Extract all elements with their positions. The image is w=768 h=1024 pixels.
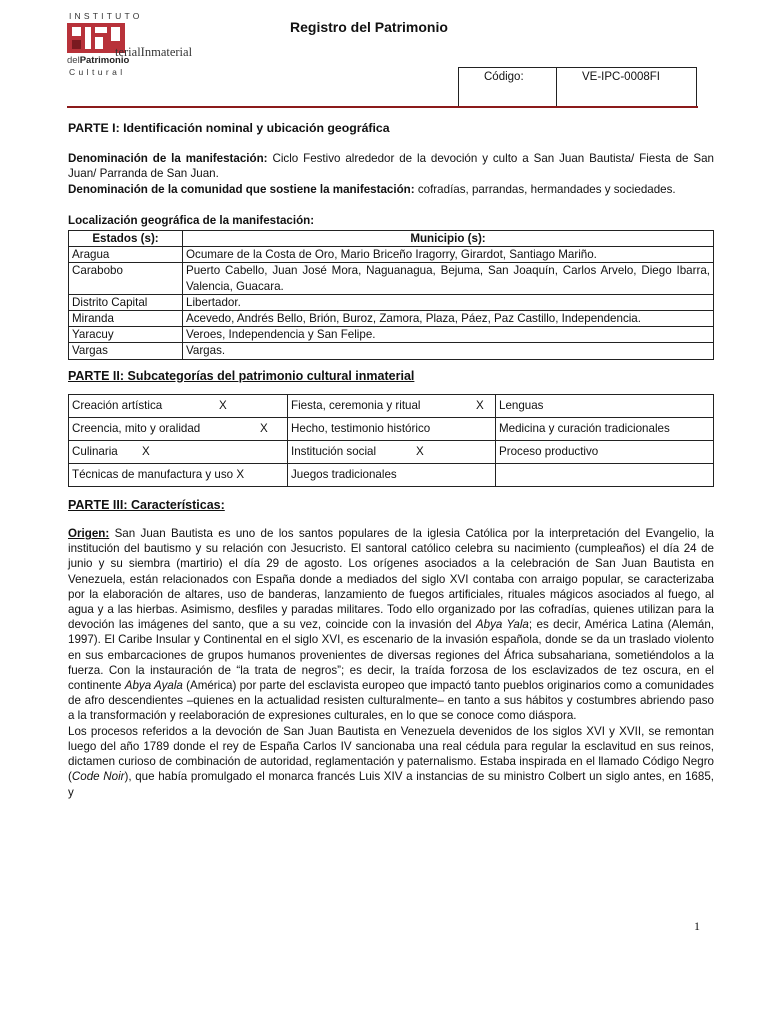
- part3-heading: PARTE III: Características:: [68, 497, 225, 512]
- institute-logo: [67, 11, 227, 77]
- states-table-header: [69, 231, 714, 247]
- subcat-cell: Fiesta, ceremonia y ritual X: [288, 394, 496, 417]
- municipio-cell: Acevedo, Andrés Bello, Brión, Buroz, Zamora, Plaza, Páez, Paz Castillo, Independencia.: [183, 311, 714, 327]
- state-cell: Distrito Capital: [69, 294, 183, 310]
- subcat-cell: Hecho, testimonio histórico: [288, 417, 496, 440]
- document-title: Registro del Patrimonio: [290, 19, 448, 35]
- municipio-cell: Ocumare de la Costa de Oro, Mario Briceño Iragorry, Girardot, Santiago Mariño.: [183, 247, 714, 263]
- community-paragraph: [68, 182, 714, 197]
- subcat-cell: Creación artística X: [69, 394, 288, 417]
- community-label: Denominación de la comunidad que sostiene la manifestación:: [68, 182, 415, 196]
- subcat-cell: [496, 463, 714, 486]
- col-states: Estados (s):: [69, 231, 183, 247]
- col-municipios: Municipio (s):: [183, 231, 714, 247]
- mark-x: X: [416, 444, 424, 458]
- state-cell: Carabobo: [69, 263, 183, 294]
- subcat-cell: Culinaria X: [69, 440, 288, 463]
- subcat-cell: Proceso productivo: [496, 440, 714, 463]
- table-row: [69, 440, 714, 463]
- municipio-cell: Veroes, Independencia y San Felipe.: [183, 327, 714, 343]
- subcat-cell: Técnicas de manufactura y uso X: [69, 463, 288, 486]
- municipio-cell: Vargas.: [183, 343, 714, 359]
- history-paragraph: Los procesos referidos a la devoción de San Juan Bautista en Venezuela devenidos de los siglos XVI y XVII, se remontan luego del año 1789 donde el rey de España Carlos IV sancionaba una real cédula para regular la esclavitud en sus reinos, dictamen curioso de combinación de autoridad, reglamentación y paternalismo. Estaba inspirada en el llamado Código Negro (Code Noir), que había promulgado el monarca francés Luis XIV a instancias de su ministro Colbert un siglo antes, en 1685, y: [68, 724, 714, 799]
- logo-line-patrimonio: delPatrimonio: [67, 55, 130, 66]
- table-row: [69, 311, 714, 327]
- location-label: Localización geográfica de la manifestación:: [68, 213, 315, 227]
- subcat-cell: Medicina y curación tradicionales: [496, 417, 714, 440]
- subcat-cell: Lenguas: [496, 394, 714, 417]
- table-row: [69, 417, 714, 440]
- table-row: [69, 394, 714, 417]
- denomination-paragraph: [68, 151, 714, 181]
- table-row: [69, 327, 714, 343]
- table-row: [69, 463, 714, 486]
- states-table: [68, 230, 714, 360]
- document-body: [68, 121, 714, 800]
- denomination-value: Ciclo Festivo alrededor de la devoción y culto a San Juan Bautista/ Fiesta de San Juan/ Parranda de San Juan.: [68, 152, 714, 181]
- table-row: [69, 343, 714, 359]
- subcat-cell: Institución social X: [288, 440, 496, 463]
- mark-x: X: [260, 421, 268, 435]
- origin-paragraph: Origen: San Juan Bautista es uno de los santos populares de la iglesia Católica por la interpretación del Evangelio, la institución del bautismo y su relación con Jesucristo. El santoral católico celebra su nacimiento (cumpleaños) el día 24 de junio y su siembra (martirio) el día 29 de agosto. Los orígenes asociados a la celebración de San Juan Bautista en Venezuela, están relacionados con España donde a mediados del siglo XVI contaba con arraigo popular, se caracterizaba por la elaboración de altares, uso de banderas, lanzamiento de fuegos artificiales, rituales mágicos asociados al fuego, al agua y a las hierbas. Asimismo, desfiles y paradas militares. Todo ello organizado por las cofradías, quienes utilizan para la devoción las imágenes del santo, que a su vez, coincide con la invasión del Abya Yala; es decir, América Latina (Alemán, 1997). El Caribe Insular y Continental en el siglo XVI, es escenario de la invasión española, donde se da un traslado violento en sus embarcaciones de grupos humanos provenientes de diversas regiones del África subsahariana, sometiéndolos a la fuerza. Con la instauración de “la trata de negros”; es decir, la traída forzosa de los esclavizados de tez oscura, en el continente Abya Ayala (América) por parte del esclavista europeo que impactó tanto pueblos originarios como a comunidades de afro descendientes –quienes en la actualidad resisten culturalmente– en tanto a sus hábitos y costumbres abriendo paso a la transformación y reelaboración de expresiones culturales, en lo que se conoce como diáspora.: [68, 527, 714, 723]
- state-cell: Aragua: [69, 247, 183, 263]
- municipio-cell: Puerto Cabello, Juan José Mora, Naguanagua, Bejuma, San Joaquín, Carlos Arvelo, Diego Ibarra, Valencia, Guacara.: [183, 263, 714, 294]
- subcat-cell: Juegos tradicionales: [288, 463, 496, 486]
- code-value: VE-IPC-0008FI: [582, 71, 660, 83]
- logo-line-instituto: INSTITUTO: [69, 11, 143, 21]
- mark-x: X: [219, 398, 227, 412]
- municipio-cell: Libertador.: [183, 294, 714, 310]
- code-label: Código:: [459, 68, 557, 106]
- mark-x: X: [476, 398, 484, 412]
- table-row: [69, 247, 714, 263]
- state-cell: Yaracuy: [69, 327, 183, 343]
- part2-heading: PARTE II: Subcategorías del patrimonio cultural inmaterial: [68, 368, 415, 383]
- mark-x: X: [142, 444, 150, 458]
- code-box: [458, 67, 697, 107]
- state-cell: Vargas: [69, 343, 183, 359]
- part1-heading: PARTE I: Identificación nominal y ubicación geográfica: [68, 121, 390, 135]
- origin-label: Origen:: [68, 527, 110, 541]
- state-cell: Miranda: [69, 311, 183, 327]
- logo-overlay-text: terialInmaterial: [115, 45, 193, 59]
- subcategories-table: [68, 394, 714, 487]
- subcat-cell: Creencia, mito y oralidad X: [69, 417, 288, 440]
- logo-line-cultural: Cultural: [69, 67, 126, 77]
- header-divider: [67, 106, 698, 108]
- table-row: [69, 263, 714, 294]
- table-row: [69, 294, 714, 310]
- page-number: 1: [694, 919, 700, 933]
- denomination-label: Denominación de la manifestación:: [68, 152, 268, 166]
- community-value: cofradías, parrandas, hermandades y sociedades.: [417, 182, 676, 196]
- mark-x: X: [236, 468, 245, 482]
